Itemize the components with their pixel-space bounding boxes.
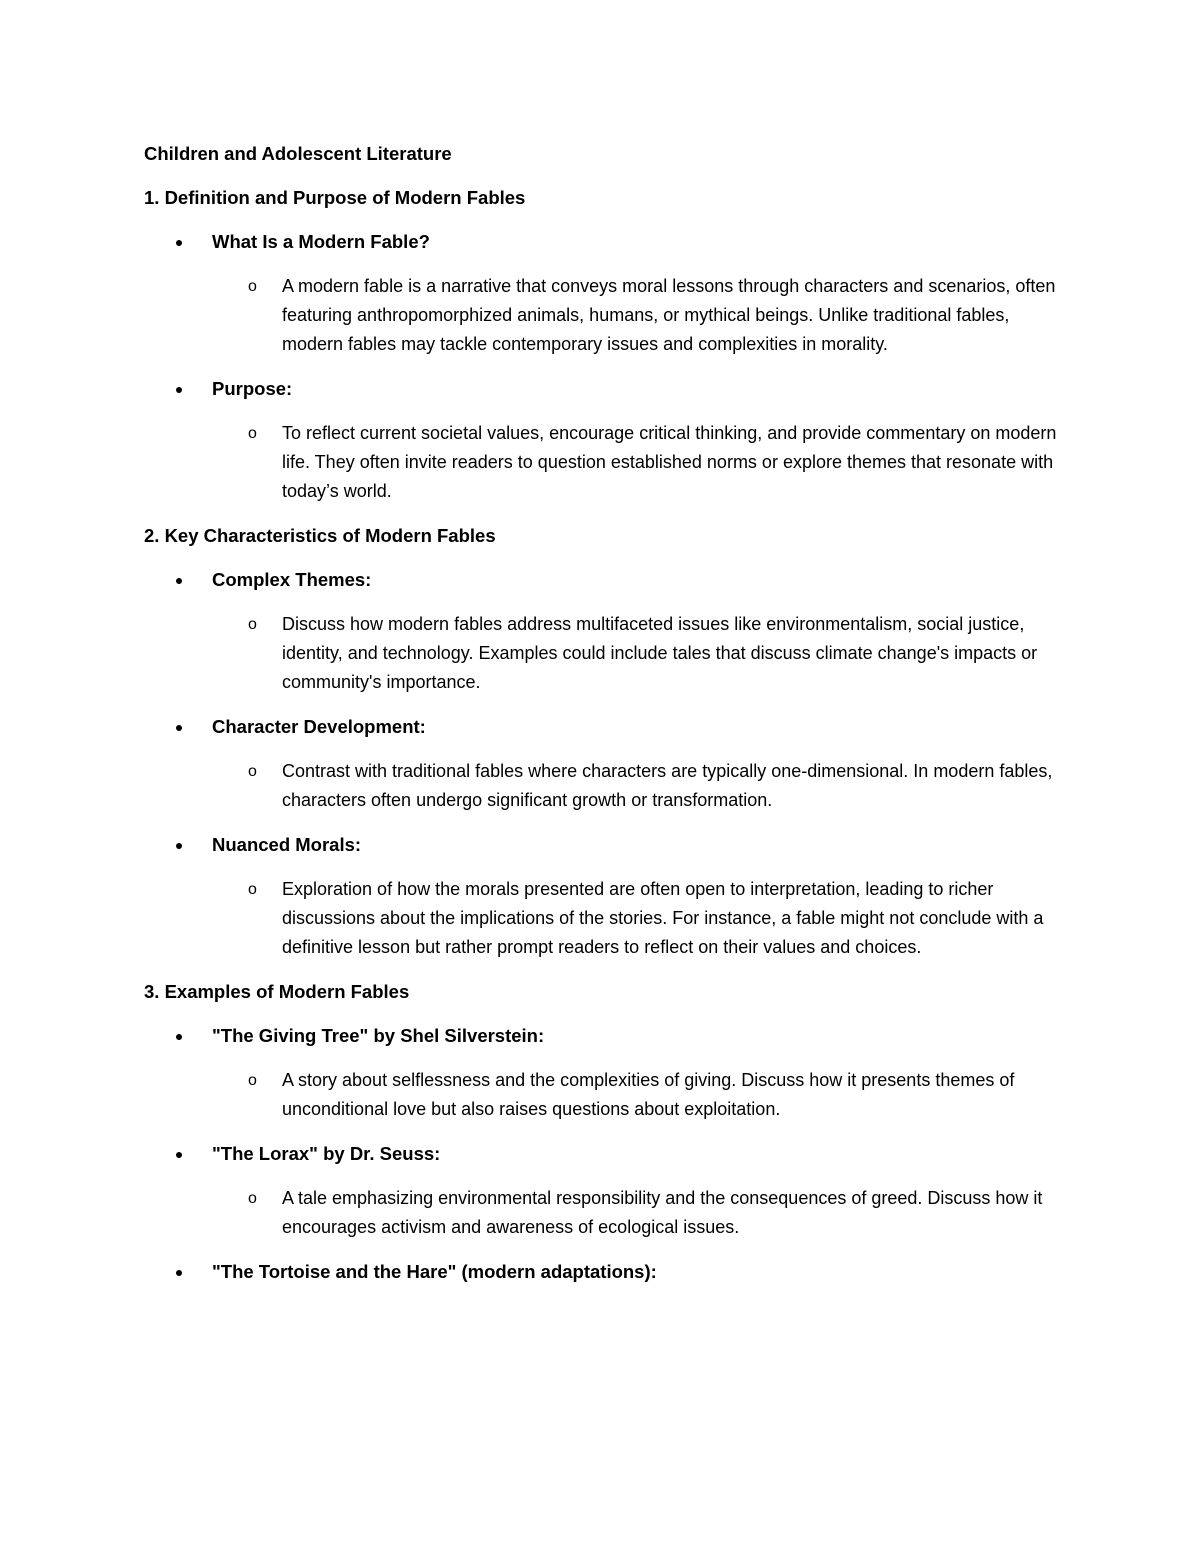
sub-marker: o [248,1072,257,1089]
bullet-label: Purpose: [212,378,293,399]
bullet-label: "The Tortoise and the Hare" (modern adaptations): [212,1261,657,1282]
bullet-item [144,713,1064,741]
bullet-dot-icon [176,240,182,246]
bullet-dot-icon [176,387,182,393]
bullet-dot-icon [176,725,182,731]
sub-marker: o [248,881,257,898]
bullet-label: What Is a Modern Fable? [212,231,430,252]
section-heading-characteristics: 2. Key Characteristics of Modern Fables [144,525,496,546]
bullet-label: Complex Themes: [212,569,372,590]
sub-marker: o [248,278,257,295]
sub-marker: o [248,763,257,780]
sub-item [144,757,1062,815]
sub-marker: o [248,425,257,442]
bullet-item [144,566,1064,594]
sub-item-text: Contrast with traditional fables where characters are typically one-dimensional. In modern fables, characters often undergo significant growth or transformation. [282,761,1053,810]
sub-item-text: A story about selflessness and the complexities of giving. Discuss how it presents themes of unconditional love but also raises questions about exploitation. [282,1070,1015,1119]
sub-item [144,272,1062,359]
bullet-label: "The Giving Tree" by Shel Silverstein: [212,1025,545,1046]
bullet-item [144,1140,1064,1168]
bullet-dot-icon [176,843,182,849]
bullet-label: "The Lorax" by Dr. Seuss: [212,1143,441,1164]
sub-item-text: A tale emphasizing environmental responsibility and the consequences of greed. Discuss how it encourages activism and awareness of ecological issues. [282,1188,1043,1237]
bullet-item [144,228,1064,256]
sub-marker: o [248,616,257,633]
section-heading-definition: 1. Definition and Purpose of Modern Fables [144,187,526,208]
bullet-label: Character Development: [212,716,426,737]
bullet-dot-icon [176,578,182,584]
sub-marker: o [248,1190,257,1207]
sub-item [144,1184,1062,1242]
bullet-dot-icon [176,1152,182,1158]
bullet-dot-icon [176,1270,182,1276]
bullet-item [144,1258,1064,1286]
bullet-item [144,375,1064,403]
section-heading-examples: 3. Examples of Modern Fables [144,981,410,1002]
bullet-item [144,831,1064,859]
sub-item-text: To reflect current societal values, encourage critical thinking, and provide commentary on modern life. They often invite readers to question established norms or explore themes that resonate with today’s world. [282,423,1057,501]
sub-item-text: Exploration of how the morals presented are often open to interpretation, leading to richer discussions about the implications of the stories. For instance, a fable might not conclude with a definitive lesson but rather prompt readers to reflect on their values and choices. [282,879,1044,957]
sub-item-text: A modern fable is a narrative that conveys moral lessons through characters and scenarios, often featuring anthropomorphized animals, humans, or mythical beings. Unlike traditional fables, modern fables may tackle contemporary issues and complexities in morality. [282,276,1056,354]
bullet-item [144,1022,1064,1050]
document-body [144,140,1064,1302]
bullet-dot-icon [176,1034,182,1040]
sub-item [144,1066,1062,1124]
sub-item [144,419,1062,506]
sub-item [144,610,1062,697]
bullet-label: Nuanced Morals: [212,834,362,855]
document-title: Children and Adolescent Literature [144,143,452,164]
sub-item-text: Discuss how modern fables address multifaceted issues like environmentalism, social justice, identity, and technology. Examples could include tales that discuss climate change's impacts or community's importance. [282,614,1038,692]
sub-item [144,875,1062,962]
